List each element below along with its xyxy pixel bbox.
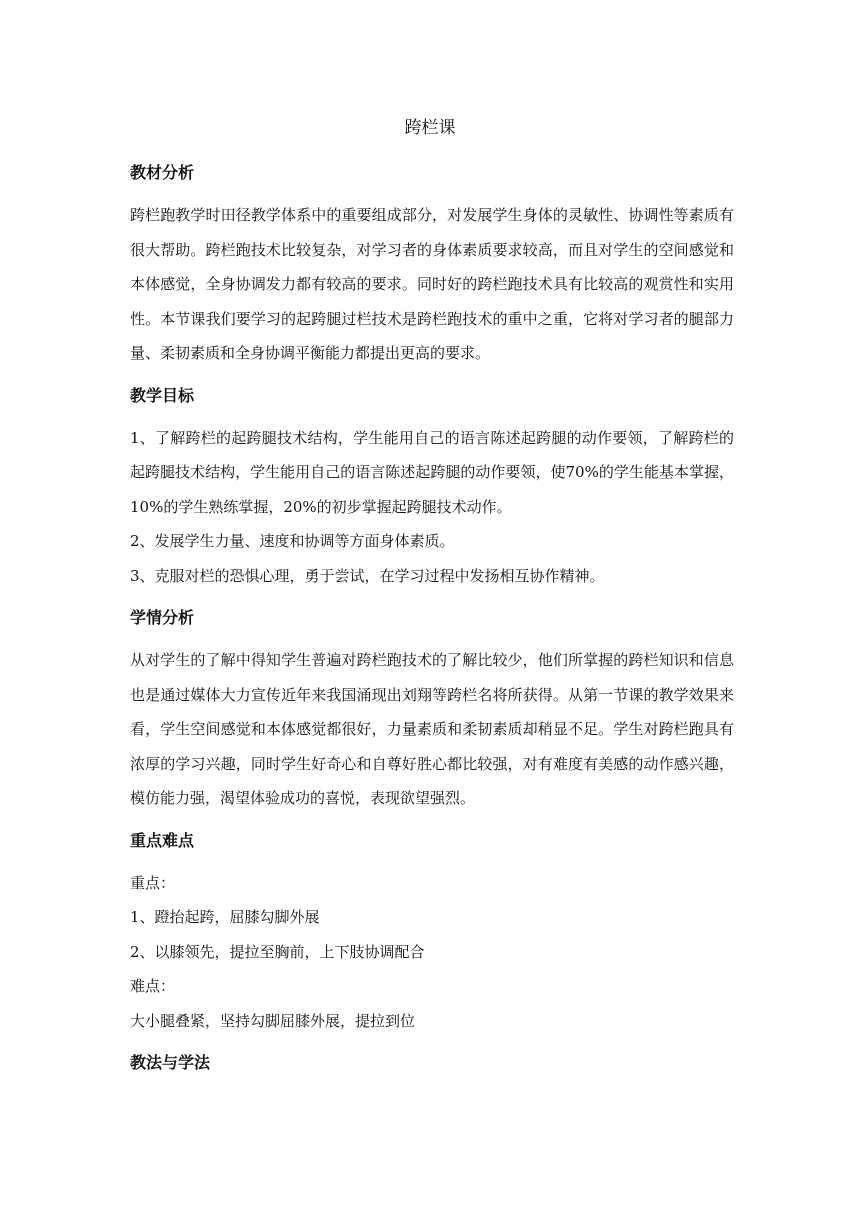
key-point-item: 1、蹬抬起跨，屈膝勾脚外展 [130, 908, 320, 926]
objective-item: 1、了解跨栏的起跨腿技术结构，学生能用自己的语言陈述起跨腿的动作要领，了解跨栏的起跨腿技术结构，学生能用自己的语言陈述起跨腿的动作要领，使70%的学生能基本掌握，10%的学生熟练掌握，20%的初步掌握起跨腿技术动作。 [130, 428, 734, 516]
paragraph: 跨栏跑教学时田径教学体系中的重要组成部分，对发展学生身体的灵敏性、协调性等素质有很大帮助。跨栏跑技术比较复杂，对学习者的身体素质要求较高，而且对学生的空间感觉和本体感觉，全身协调发力都有较高的要求。同时好的跨栏跑技术具有比较高的观赏性和实用性。本节课我们要学习的起跨腿过栏技术是跨栏跑技术的重中之重，它将对学习者的腿部力量、柔韧素质和全身协调平衡能力都提出更高的要求。 [130, 206, 734, 362]
section-textbook-analysis [130, 160, 734, 371]
section-key-difficult-points [130, 828, 734, 1039]
section-heading: 学情分析 [130, 608, 195, 627]
section-student-analysis [130, 605, 734, 816]
document-body [130, 160, 734, 1088]
section-heading: 教材分析 [130, 163, 195, 182]
key-point-item: 2、以膝领先，提拉至胸前，上下肢协调配合 [130, 942, 425, 961]
section-heading: 教学目标 [130, 385, 195, 405]
label-key-points: 重点： [130, 873, 176, 892]
difficult-point-item: 大小腿叠紧，坚持勾脚屈膝外展，提拉到位 [130, 1011, 416, 1030]
paragraph: 从对学生的了解中得知学生普遍对跨栏跑技术的了解比较少，他们所掌握的跨栏知识和信息也是通过媒体大力宣传近年来我国涌现出刘翔等跨栏名将所获得。从第一节课的教学效果来看，学生空间感觉和本体感觉都很好，力量素质和柔韧素质却稍显不足。学生对跨栏跑具有浓厚的学习兴趣，同时学生好奇心和自尊好胜心都比较强，对有难度有美感的动作感兴趣，模仿能力强，渴望体验成功的喜悦，表现欲望强烈。 [130, 651, 734, 807]
objective-item: 3、克服对栏的恐惧心理，勇于尝试，在学习过程中发扬相互协作精神。 [130, 566, 605, 585]
section-teaching-objectives [130, 383, 734, 594]
objective-item: 2、发展学生力量、速度和协调等方面身体素质。 [130, 532, 455, 550]
section-heading: 教法与学法 [130, 1053, 211, 1072]
section-teaching-learning-methods [130, 1050, 734, 1076]
section-heading: 重点难点 [130, 830, 195, 850]
document-title: 跨栏课 [404, 118, 456, 138]
label-difficult-points: 难点： [130, 977, 176, 995]
